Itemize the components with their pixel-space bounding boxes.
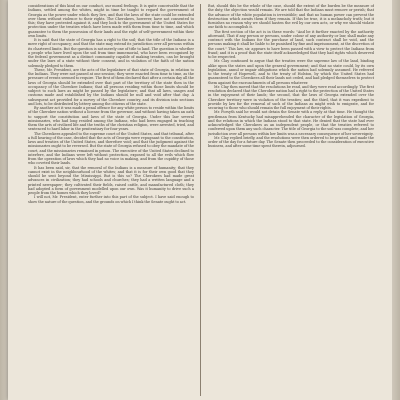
page-edge-right [392, 0, 400, 400]
paragraph: The first section of the act is in these words: "And be it further enacted by the authority aforesaid, That if any person or persons, under colour of any authority or law, shall make any contract with the Indians for the purchase of land, such contract shall be void, and the persons making it shall be liable to be punished by fine and imprisonment, at the discretion of the court." This law, sir, appears to have been passed with a view to protect the Indians from fraud; and it is a proof that the state itself acknowledged that they had rights which deserved to be respected. [208, 29, 374, 59]
paragraph: But, should this be the whole of the case, should the extent of the burden be the measure of the duty, the objection would remain. We are told that the Indians must remove or perish; that the advance of the white population is irresistible; and that no human power can prevent the destruction which awaits them if they remain. If this be true, it is a melancholy truth; but it furnishes no reason why we should hasten the evil by our own acts, or why we should violate our faith to accomplish it. [208, 4, 374, 30]
page-edge-left [0, 0, 8, 400]
paragraph: The Cherokees appealed to the supreme court of the United States, and that tribunal, after a full hearing of the case, decided that the acts of Georgia were repugnant to the constitution, laws and treaties of the United States, and therefore void; and that the judgment against the missionaries ought to be reversed. But the state of Georgia refused to obey the mandate of the court, and the missionaries remained in prison. The executive of the United States declined to interfere, and the Indians were left without protection, exposed to all the evils which flow from the operation of laws which they had no voice in making, and from the cupidity of those who coveted their lands. [28, 131, 194, 166]
right-text-column [208, 4, 374, 396]
paragraph: Mr. Clay replied briefly, and the resolutions were then ordered to be printed, and made the order of the day for a future day. The Senate then proceeded to the consideration of executive business, and after some time spent therein, adjourned. [208, 135, 374, 149]
paragraph: It has been said, sir, that the removal of the Indians is a measure of humanity; that they cannot exist in the neighbourhood of the whites; and that it is for their own good that they should be sent beyond the Mississippi. But is this so? The Cherokees had made great advances in civilization; they had schools and churches; they had a written language and a printed newspaper; they cultivated their fields, raised cattle, and manufactured cloth; they had adopted a form of government modelled upon our own. Was it humanity to drive such a people from the homes which they loved? [28, 165, 194, 195]
left-text-column [28, 4, 194, 396]
paragraph: By another act it was made a penal offence for any white person to reside within the limits of the Cherokee nation without a license from the governor, and without having taken an oath to support the constitution and laws of the state of Georgia. Under this law several missionaries, who had long resided among the Indians, who had been engaged in teaching them the arts of civilized life and the truths of the christian religion, were arrested, tried, and sentenced to hard labor in the penitentiary for four years. [28, 106, 194, 132]
paragraph: Mr. Clay continued to argue that the treaties were the supreme law of the land, binding alike upon the states and upon the general government; and that no state could, by its own legislation, annul or impair obligations which the nation had solemnly assumed. He referred to the treaty of Hopewell, and to the treaty of Holston, by which the United States had guaranteed to the Cherokees all their lands not ceded, and had pledged themselves to protect them against the encroachments of all persons whatever. [208, 59, 374, 85]
column-divider [200, 4, 201, 396]
paragraph: I will not, Mr. President, enter further into this part of the subject. I have said enough to show the nature of the question, and the grounds on which I think the Senate ought to act. [28, 195, 194, 204]
paragraph: Mr. Forsyth said he would not detain the Senate with a reply at that time. He thought the gentleman from Kentucky had misapprehended the character of the legislation of Georgia, and the relations in which the Indians stood to that state. He denied that the state had ever acknowledged the Cherokees as an independent people, or that the treaties referred to conferred upon them any such character. The title of Georgia to the soil was complete, and her jurisdiction over all persons within her limits was a necessary consequence of her sovereignty. [208, 110, 374, 136]
paragraph: These, Mr. President, are the acts of the legislature of that state of Georgia, in relation to the Indians. They were not passed at one session; they were enacted from time to time, as the pressure of events seemed to require. The first of them declared that after a certain day all the laws of Georgia should be extended over that part of the territory of the state then in the occupancy of the Cherokee Indians; that all persons residing within those limits should be subject to such laws as might be passed by the legislature; and that all laws, usages and customs made and established by the Indians should be null and void after that day. A subsequent act provided for a survey of the Cherokee country, and its division into sections and lots, to be distributed by lottery among the citizens of the state. [28, 67, 194, 106]
paragraph: Mr. Clay then moved that the resolutions be read, and they were read accordingly. The first resolution declared that the Cherokee nation had a right to the protection of the United States in the enjoyment of their lands; the second, that the laws of Georgia extended over the Cherokee territory were in violation of the treaties; and the third, that it was expedient to provide by law for the removal of such of the Indians as might wish to emigrate, and for securing to those who should remain the full enjoyment of their rights. [208, 84, 374, 110]
paragraph: It is said that the state of Georgia has a right to the soil; that the title of the Indians is a mere right of occupancy; and that the state may extend its jurisdiction over all persons within its chartered limits. But the question is not merely one of title to land. The question is whether a people who have lived upon the soil from time immemorial, who have been recognised by the federal government as a distinct community capable of making treaties, can be brought under the laws of a state without their consent, and in violation of the faith of the nation solemnly pledged to them. [28, 38, 194, 68]
paragraph: considerations of this kind on our conduct, our moral feelings. It is quite conceivable that the Indians, settled among the whites, might in time be taught to regard the government of Georgia as the power under which they live, and that the laws of the state could be extended over them without violence to their rights. The Cherokees, however, have not consented to this; they have protested against it, and they look to the government of the United States for protection under the treaties which have been made with them from time to time, and which guarantee to them the possession of their lands and the right of self-government within their own limits. [28, 4, 194, 38]
document-page [8, 0, 392, 400]
